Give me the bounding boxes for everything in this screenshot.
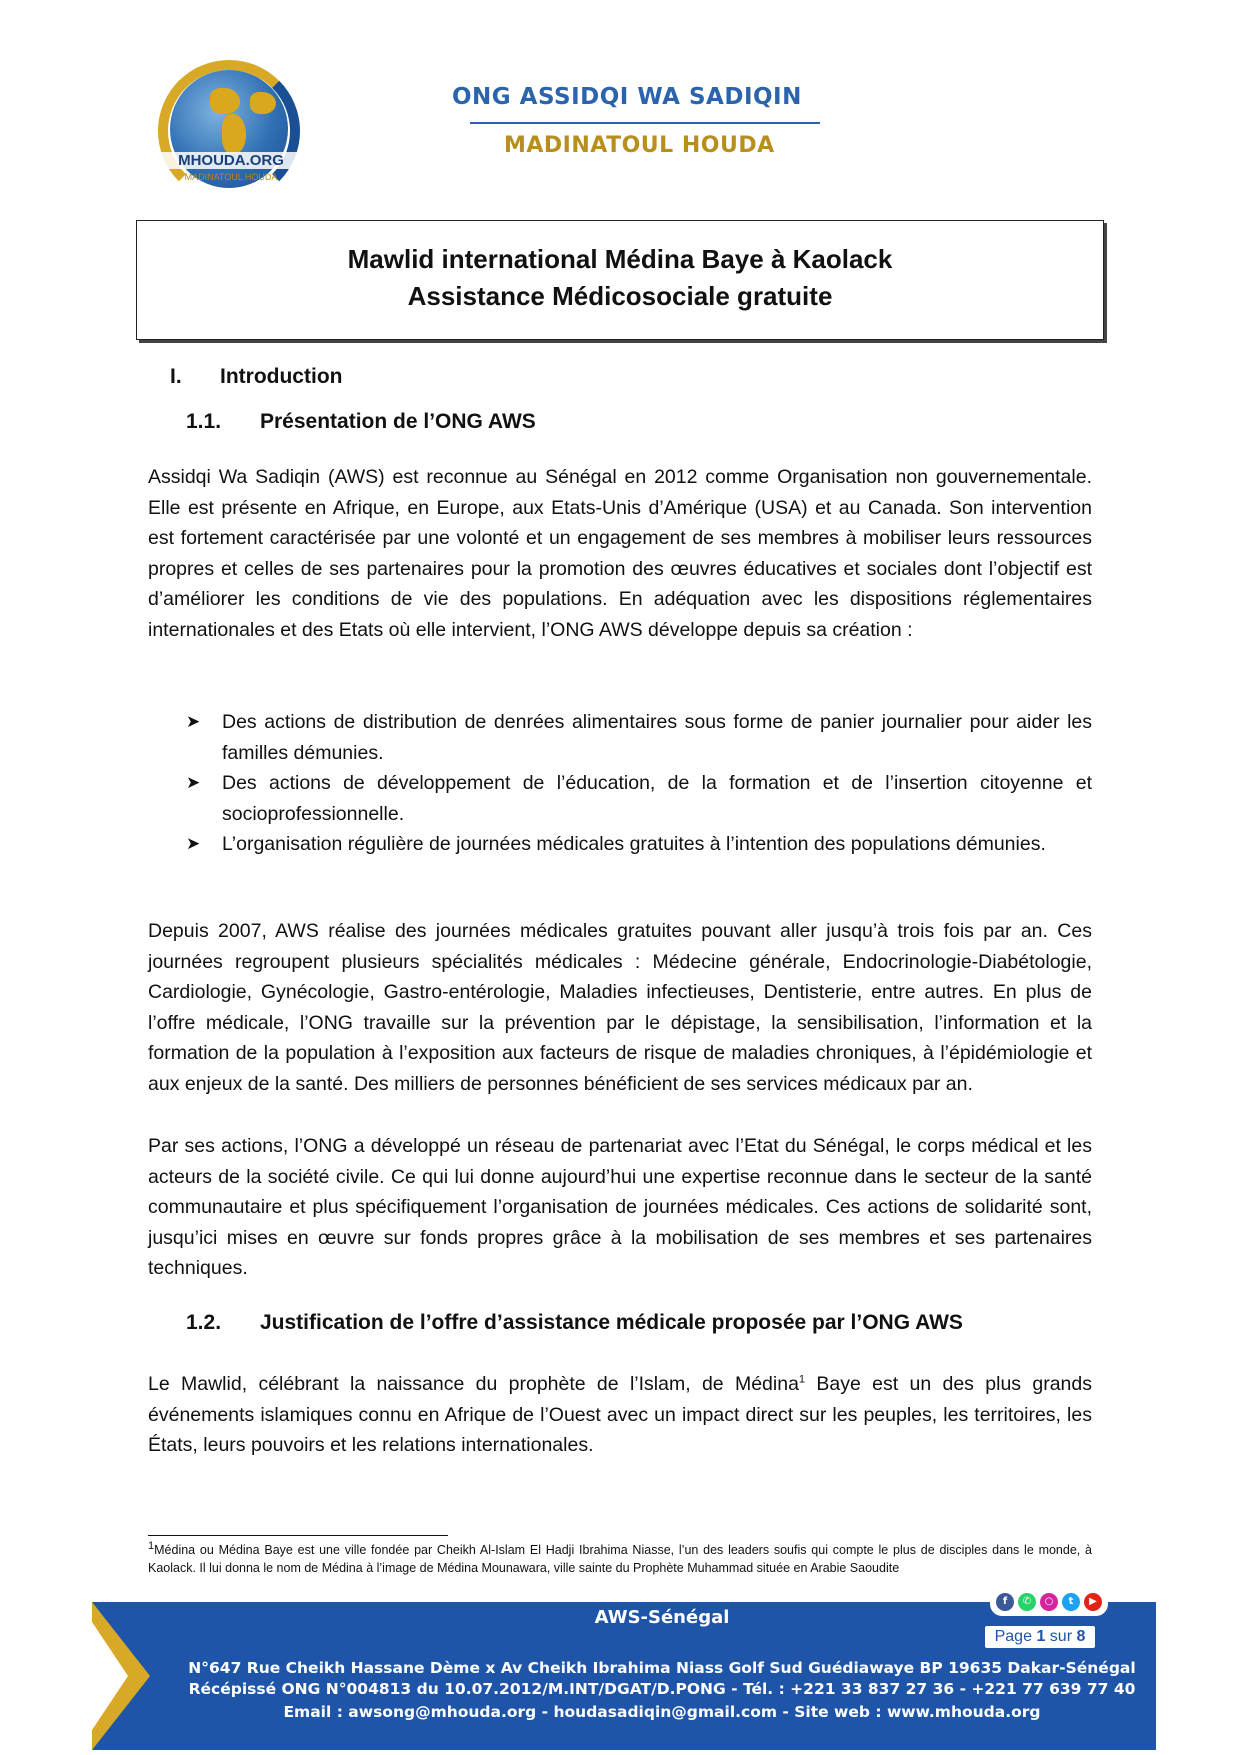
subsection-number: 1.1. [186, 410, 222, 433]
logo-text: MHOUDA.ORG [156, 152, 306, 169]
paragraph-presentation: Assidqi Wa Sadiqin (AWS) est reconnue au Sénégal en 2012 comme Organisation non gouvernementale. Elle est présente en Afrique, en Europe, aux Etats-Unis d’Amérique (USA) et au Canada. Son intervention est fortement caractérisée par une volonté et un engagement de ses membres à mobiliser leurs ressources propres et celles de ses partenaires pour la promotion des œuvres éducatives et sociales dont l’objectif est d’améliorer les conditions de vie des populations. En adéquation avec les dispositions réglementaires internationales et des Etats où elle intervient, l’ONG AWS développe depuis sa création : [148, 466, 1092, 641]
section-number: I. [170, 365, 182, 388]
activities-list [186, 707, 1092, 860]
page-label: Page [994, 1628, 1032, 1645]
document-subtitle: Assistance Médicosociale gratuite [407, 281, 833, 311]
org-logo [148, 60, 313, 192]
org-name: ONG ASSIDQI WA SADIQIN [452, 84, 802, 110]
arrow-bullet-icon: ➤ [186, 834, 201, 853]
twitter-icon[interactable]: t [1062, 1593, 1080, 1611]
paragraph-text: Le Mawlid, célébrant la naissance du prophète de l’Islam, de Médina [148, 1373, 799, 1395]
subsection-heading-justification [186, 1311, 963, 1335]
list-item [186, 829, 1092, 860]
subsection-title: Justification de l’offre d’assistance médicale proposée par l’ONG AWS [260, 1311, 963, 1334]
page-total: 8 [1076, 1628, 1086, 1645]
globe-icon [170, 70, 288, 188]
footer-email-web: Email : awsong@mhouda.org - houdasadiqin@gmail.com - Site web : www.mhouda.org [283, 1703, 1041, 1721]
paragraph-mawlid [148, 1369, 1092, 1461]
list-item [186, 768, 1092, 829]
footer-contact [172, 1606, 1152, 1723]
section-title: Introduction [220, 365, 343, 388]
page-separator: sur [1049, 1628, 1073, 1645]
paragraph-partnerships: Par ses actions, l’ONG a développé un réseau de partenariat avec l’Etat du Sénégal, le corps médical et les acteurs de la société civile. Ce qui lui donne aujourd’hui une expertise reconnue dans le secteur de la santé communautaire et plus spécifiquement l’organisation de journées médicales. Ces actions de solidarité sont, jusqu’ici mises en œuvre sur fonds propres grâce à la mobilisation de ses membres et ses partenaires techniques. [148, 1135, 1092, 1279]
paragraph-medical-days: Depuis 2007, AWS réalise des journées médicales gratuites pouvant aller jusqu’à trois fois par an. Ces journées regroupent plusieurs spécialités médicales : Médecine générale, Endocrinologie-Diabétologie, Cardiologie, Gynécologie, Gastro-entérologie, Maladies infectieuses, Dentisterie, entre autres. En plus de l’offre médicale, l’ONG travaille sur la prévention par le dépistage, la sensibilisation, l’information et la formation de la population à l’exposition aux facteurs de risque de maladies chroniques, à l’épidémiologie et aux enjeux de la santé. Des milliers de personnes bénéficient de ses services médicaux par an. [148, 920, 1092, 1095]
footnote [148, 1541, 1092, 1577]
footnote-reference: 1 [798, 1373, 806, 1386]
page-number [985, 1626, 1095, 1648]
footnote-text: Médina ou Médina Baye est une ville fondée par Cheikh Al-Islam El Hadji Ibrahima Niasse, l’un des leaders soufis qui compte le plus de disciples dans le monde, à Kaolack. Il lui donna le nom de Médina à l’image de Médina Mounawara, ville sainte du Prophète Muhammad située en Arabie Saoudite [148, 1543, 1092, 1575]
instagram-icon[interactable]: ○ [1040, 1593, 1058, 1611]
page-current: 1 [1036, 1628, 1046, 1645]
footnote-mark: 1 [148, 1539, 155, 1552]
org-subtitle: MADINATOUL HOUDA [504, 133, 775, 158]
footnote-divider [148, 1535, 448, 1536]
list-item-text: L’organisation régulière de journées médicales gratuites à l’intention des populations démunies. [222, 833, 1046, 855]
whatsapp-icon[interactable]: ✆ [1018, 1593, 1036, 1611]
youtube-icon[interactable]: ▶ [1084, 1593, 1102, 1611]
social-icons [990, 1590, 1108, 1616]
footer-registration: Récépissé ONG N°004813 du 10.07.2012/M.INT/DGAT/D.PONG - Tél. : +221 33 837 27 36 - +221 77 639 77 40 [188, 1680, 1136, 1698]
arrow-bullet-icon: ➤ [186, 712, 201, 731]
paragraph-text: Baye est un des plus grands événements islamiques connu en Afrique de l’Ouest avec un impact direct sur les peuples, les territoires, les États, leurs pouvoirs et les relations internationales. [148, 1373, 1092, 1456]
list-item-text: Des actions de développement de l’éducation, de la formation et de l’insertion citoyenne et socioprofessionnelle. [222, 772, 1092, 825]
document-title-box [136, 220, 1104, 340]
subsection-heading-presentation [186, 410, 536, 434]
header-divider [470, 122, 820, 124]
subsection-title: Présentation de l’ONG AWS [260, 410, 536, 433]
list-item [186, 707, 1092, 768]
list-item-text: Des actions de distribution de denrées alimentaires sous forme de panier journalier pour aider les familles démunies. [222, 711, 1092, 764]
footer-band [92, 1602, 1156, 1750]
logo-subtext: MADINATOUL HOUDA [184, 172, 278, 182]
subsection-number: 1.2. [186, 1311, 222, 1334]
footer-title: AWS-Sénégal [594, 1607, 730, 1628]
arrow-bullet-icon: ➤ [186, 773, 201, 792]
footer-address: N°647 Rue Cheikh Hassane Dème x Av Cheikh Ibrahima Niass Golf Sud Guédiawaye BP 19635 Dakar-Sénégal [188, 1659, 1136, 1677]
footer-chevron-white [92, 1622, 128, 1730]
document-title: Mawlid international Médina Baye à Kaolack [347, 244, 893, 274]
section-heading-introduction [170, 365, 342, 389]
facebook-icon[interactable]: f [996, 1593, 1014, 1611]
